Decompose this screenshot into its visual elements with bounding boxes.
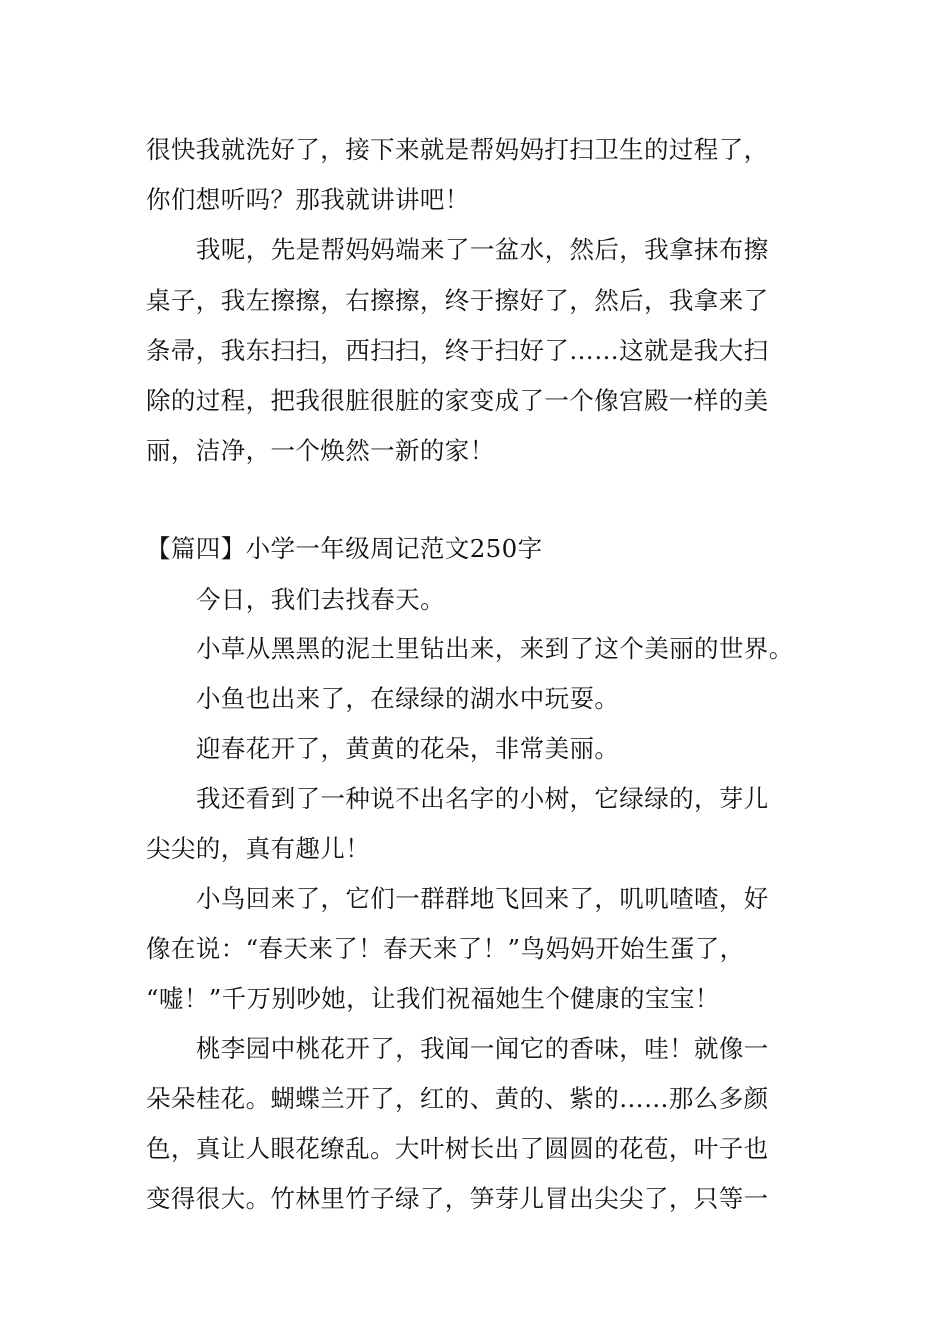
- text-line: 桃李园中桃花开了，我闻一闻它的香味，哇！就像一: [196, 1034, 769, 1063]
- text-line: 条帚，我东扫扫，西扫扫，终于扫好了……这就是我大扫: [146, 336, 769, 365]
- text-line: 色，真让人眼花缭乱。大叶树长出了圆圆的花苞，叶子也: [146, 1134, 769, 1163]
- text-line: 丽，洁净，一个焕然一新的家！: [146, 436, 495, 465]
- text-line: 除的过程，把我很脏很脏的家变成了一个像宫殿一样的美: [146, 386, 769, 415]
- text-line: 很快我就洗好了，接下来就是帮妈妈打扫卫生的过程了，: [146, 135, 769, 164]
- text-line: 像在说：“春天来了！春天来了！”鸟妈妈开始生蛋了，: [146, 934, 745, 963]
- text-line: 我还看到了一种说不出名字的小树，它绿绿的，芽儿: [196, 784, 769, 813]
- text-line: 尖尖的，真有趣儿！: [146, 834, 371, 863]
- text-line: 小鱼也出来了，在绿绿的湖水中玩耍。: [196, 684, 620, 713]
- text-line: 变得很大。竹林里竹子绿了，笋芽儿冒出尖尖了，只等一: [146, 1184, 769, 1213]
- text-line: 小鸟回来了，它们一群群地飞回来了，叽叽喳喳，好: [196, 884, 769, 913]
- text-line: 今日，我们去找春天。: [196, 585, 445, 614]
- section-heading: 【篇四】小学一年级周记范文250字: [146, 534, 543, 563]
- text-line: 桌子，我左擦擦，右擦擦，终于擦好了，然后，我拿来了: [146, 286, 769, 315]
- text-line: “嘘！”千万别吵她，让我们祝福她生个健康的宝宝！: [146, 984, 720, 1013]
- text-line: 我呢，先是帮妈妈端来了一盆水，然后，我拿抹布擦: [196, 235, 769, 264]
- text-line: 小草从黑黑的泥土里钻出来，来到了这个美丽的世界。: [196, 634, 794, 663]
- text-line: 你们想听吗？那我就讲讲吧！: [146, 185, 470, 214]
- text-line: 朵朵桂花。蝴蝶兰开了，红的、黄的、紫的……那么多颜: [146, 1084, 769, 1113]
- text-line: 迎春花开了，黄黄的花朵，非常美丽。: [196, 734, 620, 763]
